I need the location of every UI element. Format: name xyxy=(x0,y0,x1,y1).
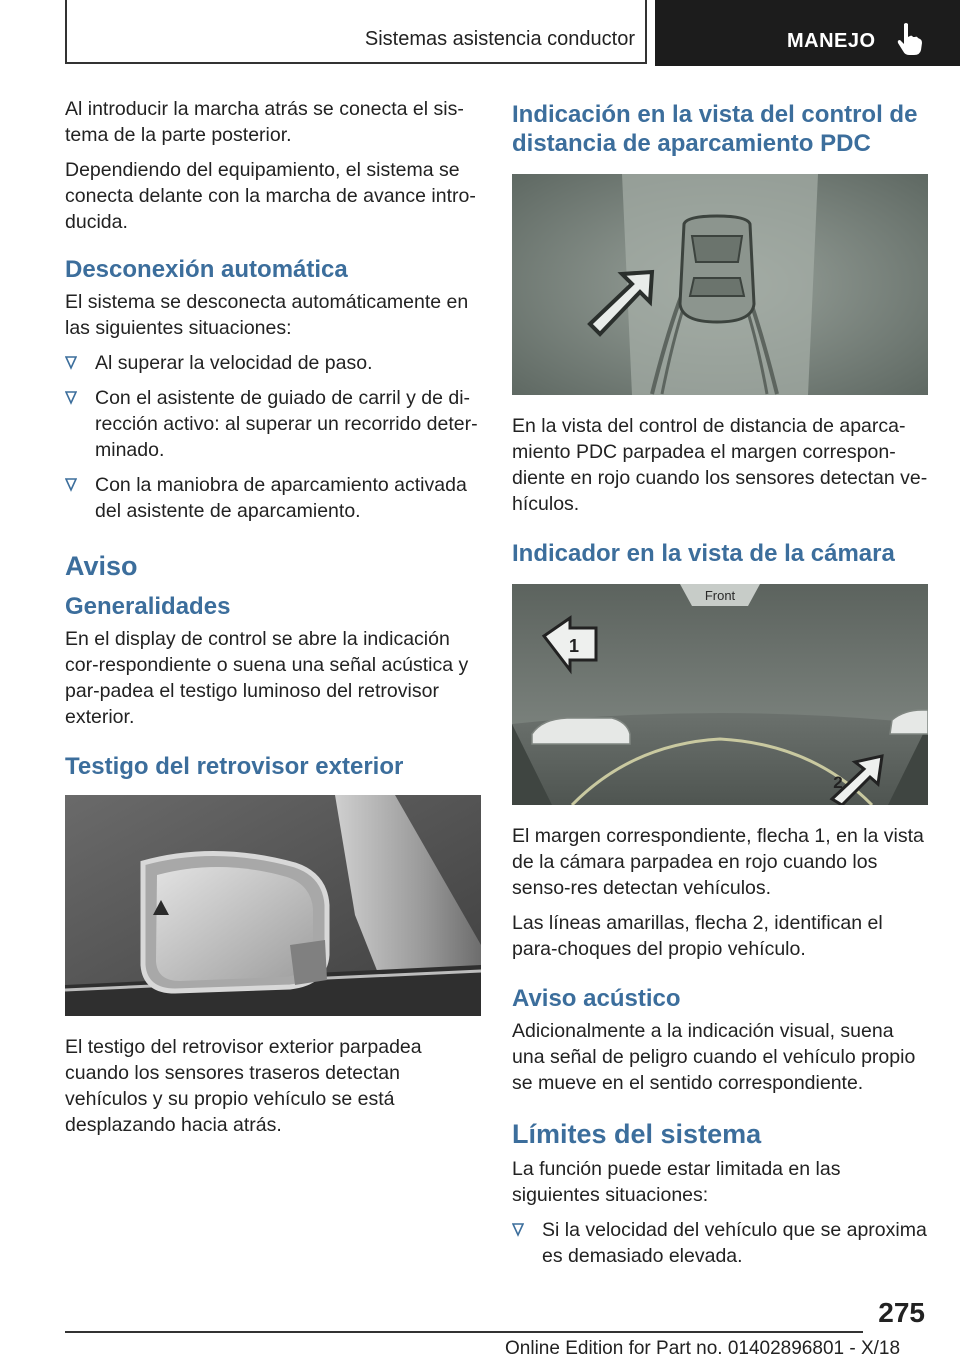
paragraph: El testigo del retrovisor exterior parpadea cuando los sensores traseros detectan vehículos y su propio vehículo se está desplazando hacia atrás. xyxy=(65,1036,422,1136)
triangle-bullet-icon xyxy=(65,391,77,405)
pdc-image xyxy=(512,174,928,395)
footer-divider xyxy=(65,1331,863,1333)
header-chapter-box xyxy=(655,0,960,66)
list-item xyxy=(65,350,483,376)
paragraph: Al introducir la marcha atrás se conecta el sis-tema de la parte posterior. xyxy=(65,98,464,146)
paragraph: En la vista del control de distancia de aparca-miento PDC parpadea el margen correspon-diente en rojo cuando los sensores detectan ve-hículos. xyxy=(512,415,928,515)
section-title: Sistemas asistencia conductor xyxy=(364,28,635,50)
bullet-list xyxy=(65,350,483,524)
paragraph: Dependiendo del equipamiento, el sistema se conecta delante con la marcha de avance intro-ducida. xyxy=(65,159,476,233)
paragraph: El margen correspondiente, flecha 1, en la vista de la cámara parpadea en rojo cuando los senso-res detectan vehículos. xyxy=(512,825,924,899)
list-item xyxy=(512,1217,930,1269)
camera-illustration xyxy=(512,584,928,805)
heading-desconexion: Desconexión automática xyxy=(65,256,348,283)
mirror-illustration xyxy=(65,795,481,1016)
paragraph: En el display de control se abre la indicación cor-respondiente o suena una señal acústica y par-padea el testigo luminoso del retrovisor exterior. xyxy=(65,628,469,728)
chapter-title: MANEJO xyxy=(787,30,876,52)
paragraph: Adicionalmente a la indicación visual, suena una señal de peligro cuando el vehículo propio se mueve en el sentido correspondiente. xyxy=(512,1020,916,1094)
heading-limites: Límites del sistema xyxy=(512,1119,762,1149)
paragraph: El sistema se desconecta automáticamente en las siguientes situaciones: xyxy=(65,291,469,339)
pdc-illustration xyxy=(512,174,928,395)
list-item-text: Con la maniobra de aparcamiento activada del asistente de aparcamiento. xyxy=(95,474,467,522)
list-item-text: Si la velocidad del vehículo que se aproxima es demasiado elevada. xyxy=(542,1219,927,1267)
triangle-bullet-icon xyxy=(65,478,77,492)
heading-camara: Indicador en la vista de la cámara xyxy=(512,540,895,567)
heading-aviso: Aviso xyxy=(65,551,138,581)
list-item xyxy=(65,385,483,463)
paragraph: La función puede estar limitada en las siguientes situaciones: xyxy=(512,1158,841,1206)
page-number: 275 xyxy=(878,1297,925,1328)
arrow-1-label: 1 xyxy=(568,636,580,656)
footer-edition: Online Edition for Part no. 01402896801 - X/18 xyxy=(505,1338,901,1359)
left-column xyxy=(65,96,483,1147)
heading-testigo: Testigo del retrovisor exterior xyxy=(65,753,404,780)
list-item-text: Con el asistente de guiado de carril y de di-rección activo: al superar un recorrido deter-minado. xyxy=(95,387,478,461)
list-item-text: Al superar la velocidad de paso. xyxy=(95,352,373,374)
pointing-hand-icon xyxy=(895,22,923,56)
page-header xyxy=(0,0,960,66)
bullet-list xyxy=(512,1217,930,1269)
heading-generalidades: Generalidades xyxy=(65,593,231,620)
paragraph: Las líneas amarillas, flecha 2, identifican el para-choques del propio vehículo. xyxy=(512,912,883,960)
triangle-bullet-icon xyxy=(512,1223,524,1237)
front-label: Front xyxy=(704,588,736,603)
triangle-bullet-icon xyxy=(65,356,77,370)
heading-pdc: Indicación en la vista del control de distancia de aparcamiento PDC xyxy=(512,101,918,157)
header-section-box xyxy=(65,0,647,64)
arrow-2-label: 2 xyxy=(833,773,843,792)
right-column xyxy=(512,96,930,1278)
camera-image xyxy=(512,584,928,805)
list-item xyxy=(65,472,483,524)
heading-acustico: Aviso acústico xyxy=(512,985,681,1012)
mirror-image xyxy=(65,795,481,1016)
